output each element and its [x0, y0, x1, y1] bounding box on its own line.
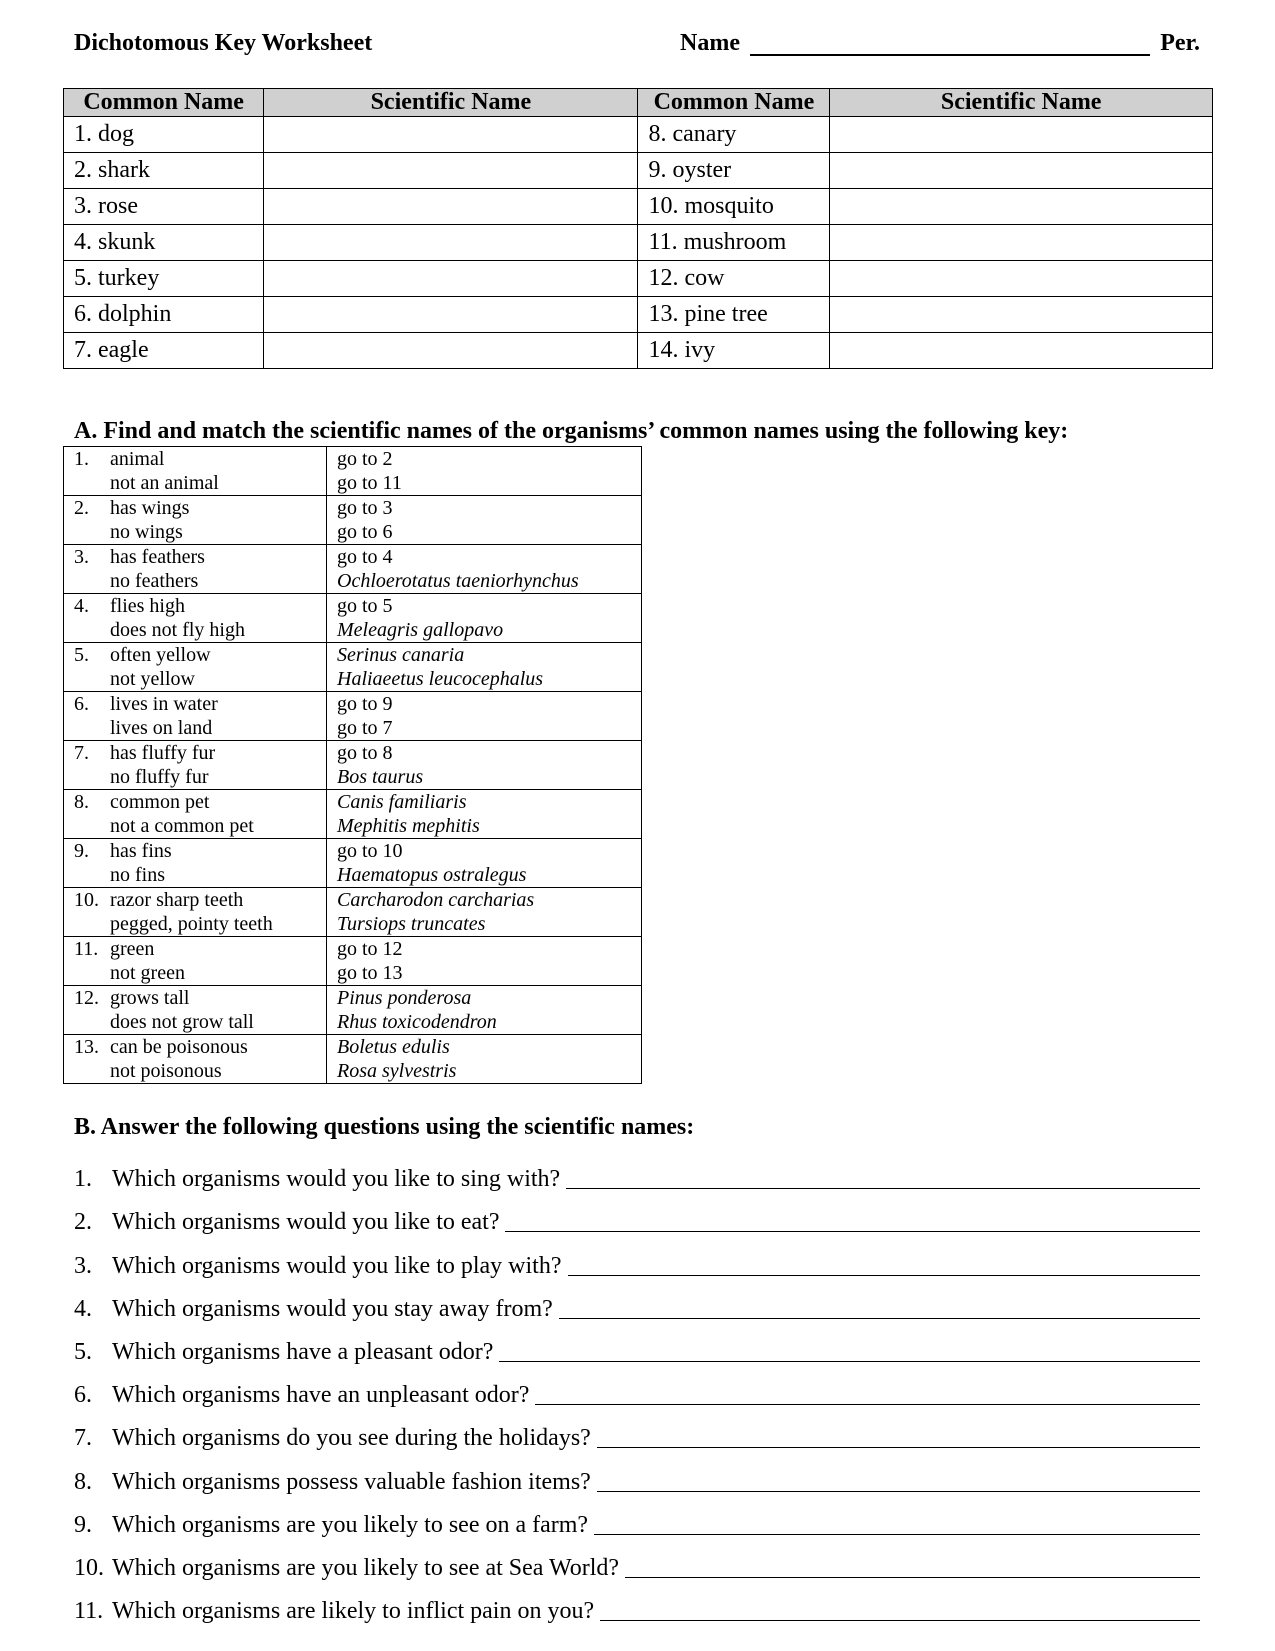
common-name-cell: 2. shark [64, 153, 264, 189]
key-trait-b: no wings [110, 521, 183, 543]
key-outcome-cell [327, 790, 642, 839]
key-outcome-a: go to 5 [337, 595, 393, 617]
scientific-name-input[interactable] [264, 153, 638, 189]
key-trait-b: not green [110, 962, 185, 984]
question-text: Which organisms would you stay away from? [112, 1295, 553, 1322]
key-outcome-b: go to 11 [337, 472, 402, 494]
key-trait-a: has wings [110, 497, 190, 519]
scientific-name-input[interactable] [830, 153, 1213, 189]
question-number: 5. [74, 1338, 92, 1365]
question-number: 8. [74, 1468, 92, 1495]
answer-line[interactable] [499, 1360, 1200, 1362]
key-step [64, 986, 642, 1035]
key-outcome-b: Rhus toxicodendron [337, 1011, 497, 1033]
key-trait-a: animal [110, 448, 165, 470]
key-trait-cell [64, 839, 327, 888]
key-step-number: 3. [74, 546, 89, 568]
question-text: Which organisms possess valuable fashion items? [112, 1468, 591, 1495]
common-name-cell: 10. mosquito [638, 189, 830, 225]
key-step-number: 10. [74, 889, 99, 911]
key-step-number: 2. [74, 497, 89, 519]
table-row [64, 225, 1213, 261]
answer-line[interactable] [535, 1403, 1200, 1405]
key-trait-a: flies high [110, 595, 185, 617]
common-name-cell: 9. oyster [638, 153, 830, 189]
question-text: Which organisms would you like to eat? [112, 1209, 500, 1236]
key-step-number: 9. [74, 840, 89, 862]
scientific-name-input[interactable] [264, 225, 638, 261]
question-text: Which organisms are you likely to see on a farm? [112, 1511, 589, 1538]
key-trait-cell [64, 643, 327, 692]
answer-line[interactable] [568, 1274, 1201, 1276]
column-header: Common Name [638, 89, 830, 117]
key-step-number: 7. [74, 742, 89, 764]
common-name-cell: 14. ivy [638, 333, 830, 369]
key-step [64, 839, 642, 888]
key-trait-a: often yellow [110, 644, 211, 666]
key-outcome-a: go to 3 [337, 497, 393, 519]
key-step [64, 692, 642, 741]
key-outcome-b: Rosa sylvestris [337, 1060, 457, 1082]
question-list [74, 1150, 1200, 1625]
key-step [64, 1035, 642, 1084]
key-trait-b: does not grow tall [110, 1011, 254, 1033]
dichotomous-key-table [63, 446, 642, 1084]
key-trait-b: pegged, pointy teeth [110, 913, 273, 935]
column-header: Common Name [64, 89, 264, 117]
question-number: 10. [74, 1554, 104, 1581]
answer-line[interactable] [597, 1446, 1200, 1448]
key-trait-a: has feathers [110, 546, 205, 568]
scientific-name-input[interactable] [264, 333, 638, 369]
scientific-name-input[interactable] [830, 117, 1213, 153]
key-step-number: 1. [74, 448, 89, 470]
question-number: 6. [74, 1382, 92, 1409]
key-outcome-cell [327, 692, 642, 741]
question-text: Which organisms would you like to sing with? [112, 1166, 561, 1193]
question-number: 11. [74, 1598, 104, 1625]
period-label: Per. [1160, 30, 1200, 56]
common-name-cell: 13. pine tree [638, 297, 830, 333]
question-number: 2. [74, 1209, 92, 1236]
key-trait-b: no fluffy fur [110, 766, 209, 788]
table-row [64, 153, 1213, 189]
scientific-name-input[interactable] [830, 261, 1213, 297]
key-step [64, 790, 642, 839]
section-a-title: A. Find and match the scientific names of the organisms’ common names using the following key: [74, 418, 1069, 444]
key-outcome-a: go to 10 [337, 840, 403, 862]
key-trait-cell [64, 496, 327, 545]
question-text: Which organisms have a pleasant odor? [112, 1338, 494, 1365]
answer-line[interactable] [600, 1619, 1200, 1621]
question-number: 7. [74, 1425, 92, 1452]
answer-line[interactable] [594, 1533, 1200, 1535]
name-label: Name [680, 30, 740, 56]
key-trait-b: not a common pet [110, 815, 254, 837]
answer-line[interactable] [505, 1230, 1200, 1232]
key-outcome-cell [327, 496, 642, 545]
key-outcome-a: go to 8 [337, 742, 393, 764]
key-outcome-a: Carcharodon carcharias [337, 889, 535, 911]
key-outcome-b: Bos taurus [337, 766, 424, 788]
key-trait-cell [64, 986, 327, 1035]
question-item [74, 1323, 1200, 1366]
question-item [74, 1193, 1200, 1236]
key-trait-cell [64, 545, 327, 594]
key-outcome-a: Pinus ponderosa [337, 987, 472, 1009]
question-item [74, 1409, 1200, 1452]
answer-line[interactable] [566, 1187, 1200, 1189]
worksheet-header [74, 30, 1200, 64]
question-item [74, 1539, 1200, 1582]
question-item [74, 1236, 1200, 1279]
question-text: Which organisms are you likely to see at Sea World? [112, 1554, 620, 1581]
names-table [63, 88, 1213, 369]
key-outcome-b: go to 6 [337, 521, 393, 543]
answer-line[interactable] [625, 1576, 1200, 1578]
table-row [64, 297, 1213, 333]
key-trait-cell [64, 790, 327, 839]
question-number: 3. [74, 1252, 92, 1279]
question-text: Which organisms do you see during the holidays? [112, 1425, 591, 1452]
key-trait-a: has fins [110, 840, 172, 862]
common-name-cell: 3. rose [64, 189, 264, 225]
key-trait-cell [64, 447, 327, 496]
scientific-name-input[interactable] [830, 333, 1213, 369]
table-row [64, 261, 1213, 297]
key-step-number: 8. [74, 791, 89, 813]
key-trait-cell [64, 937, 327, 986]
key-outcome-cell [327, 741, 642, 790]
key-trait-cell [64, 692, 327, 741]
names-table-header [64, 89, 1213, 117]
key-trait-b: not yellow [110, 668, 195, 690]
key-step [64, 447, 642, 496]
question-item [74, 1496, 1200, 1539]
key-outcome-cell [327, 594, 642, 643]
question-item [74, 1280, 1200, 1323]
key-trait-cell [64, 888, 327, 937]
key-step [64, 545, 642, 594]
key-outcome-a: go to 2 [337, 448, 393, 470]
key-outcome-b: go to 7 [337, 717, 393, 739]
key-trait-b: not an animal [110, 472, 219, 494]
key-step [64, 496, 642, 545]
question-text: Which organisms are likely to inflict pain on you? [112, 1598, 595, 1625]
section-b-title: B. Answer the following questions using the scientific names: [74, 1114, 695, 1140]
question-number: 1. [74, 1166, 92, 1193]
key-step-number: 6. [74, 693, 89, 715]
common-name-cell: 5. turkey [64, 261, 264, 297]
key-outcome-cell [327, 1035, 642, 1084]
key-trait-a: can be poisonous [110, 1036, 248, 1058]
key-trait-b: no feathers [110, 570, 199, 592]
key-step-number: 12. [74, 987, 99, 1009]
scientific-name-input[interactable] [830, 225, 1213, 261]
common-name-cell: 7. eagle [64, 333, 264, 369]
key-outcome-a: go to 4 [337, 546, 393, 568]
question-item [74, 1582, 1200, 1625]
question-item [74, 1366, 1200, 1409]
table-row [64, 189, 1213, 225]
column-header: Scientific Name [264, 89, 638, 117]
key-trait-a: common pet [110, 791, 210, 813]
key-step-number: 4. [74, 595, 89, 617]
common-name-cell: 8. canary [638, 117, 830, 153]
key-trait-a: green [110, 938, 155, 960]
common-name-cell: 12. cow [638, 261, 830, 297]
key-trait-a: grows tall [110, 987, 190, 1009]
common-name-cell: 6. dolphin [64, 297, 264, 333]
answer-line[interactable] [559, 1317, 1200, 1319]
table-row [64, 117, 1213, 153]
question-text: Which organisms would you like to play with? [112, 1252, 562, 1279]
key-outcome-b: Tursiops truncates [337, 913, 486, 935]
key-step [64, 741, 642, 790]
name-field[interactable] [750, 54, 1150, 56]
key-outcome-b: Meleagris gallopavo [337, 619, 504, 641]
key-trait-a: lives in water [110, 693, 218, 715]
key-outcome-b: Haematopus ostralegus [337, 864, 527, 886]
key-step [64, 643, 642, 692]
key-outcome-cell [327, 937, 642, 986]
key-trait-a: has fluffy fur [110, 742, 216, 764]
key-outcome-b: Ochloerotatus taeniorhynchus [337, 570, 579, 592]
scientific-name-input[interactable] [264, 117, 638, 153]
key-outcome-a: go to 9 [337, 693, 393, 715]
scientific-name-input[interactable] [830, 189, 1213, 225]
key-outcome-cell [327, 643, 642, 692]
scientific-name-input[interactable] [264, 261, 638, 297]
key-outcome-a: Canis familiaris [337, 791, 467, 813]
question-number: 4. [74, 1295, 92, 1322]
key-step-number: 11. [74, 938, 99, 960]
key-step-number: 13. [74, 1036, 99, 1058]
question-item [74, 1150, 1200, 1193]
key-outcome-cell [327, 545, 642, 594]
common-name-cell: 4. skunk [64, 225, 264, 261]
scientific-name-input[interactable] [264, 189, 638, 225]
key-outcome-a: go to 12 [337, 938, 403, 960]
key-trait-b: no fins [110, 864, 165, 886]
key-trait-b: does not fly high [110, 619, 245, 641]
key-outcome-cell [327, 447, 642, 496]
question-text: Which organisms have an unpleasant odor? [112, 1382, 530, 1409]
common-name-cell: 11. mushroom [638, 225, 830, 261]
key-outcome-b: Haliaeetus leucocephalus [337, 668, 544, 690]
key-trait-a: razor sharp teeth [110, 889, 244, 911]
key-step [64, 937, 642, 986]
question-number: 9. [74, 1511, 92, 1538]
key-trait-cell [64, 741, 327, 790]
key-outcome-b: Mephitis mephitis [337, 815, 480, 837]
key-outcome-b: go to 13 [337, 962, 403, 984]
answer-line[interactable] [597, 1490, 1200, 1492]
scientific-name-input[interactable] [264, 297, 638, 333]
common-name-cell: 1. dog [64, 117, 264, 153]
table-row [64, 333, 1213, 369]
key-step [64, 888, 642, 937]
key-outcome-cell [327, 839, 642, 888]
key-step-number: 5. [74, 644, 89, 666]
key-outcome-cell [327, 986, 642, 1035]
column-header: Scientific Name [830, 89, 1213, 117]
key-outcome-cell [327, 888, 642, 937]
key-step [64, 594, 642, 643]
key-outcome-a: Boletus edulis [337, 1036, 450, 1058]
key-outcome-a: Serinus canaria [337, 644, 465, 666]
key-trait-b: lives on land [110, 717, 213, 739]
key-trait-cell [64, 594, 327, 643]
worksheet-title: Dichotomous Key Worksheet [74, 30, 373, 56]
key-trait-b: not poisonous [110, 1060, 222, 1082]
question-item [74, 1452, 1200, 1495]
key-trait-cell [64, 1035, 327, 1084]
scientific-name-input[interactable] [830, 297, 1213, 333]
